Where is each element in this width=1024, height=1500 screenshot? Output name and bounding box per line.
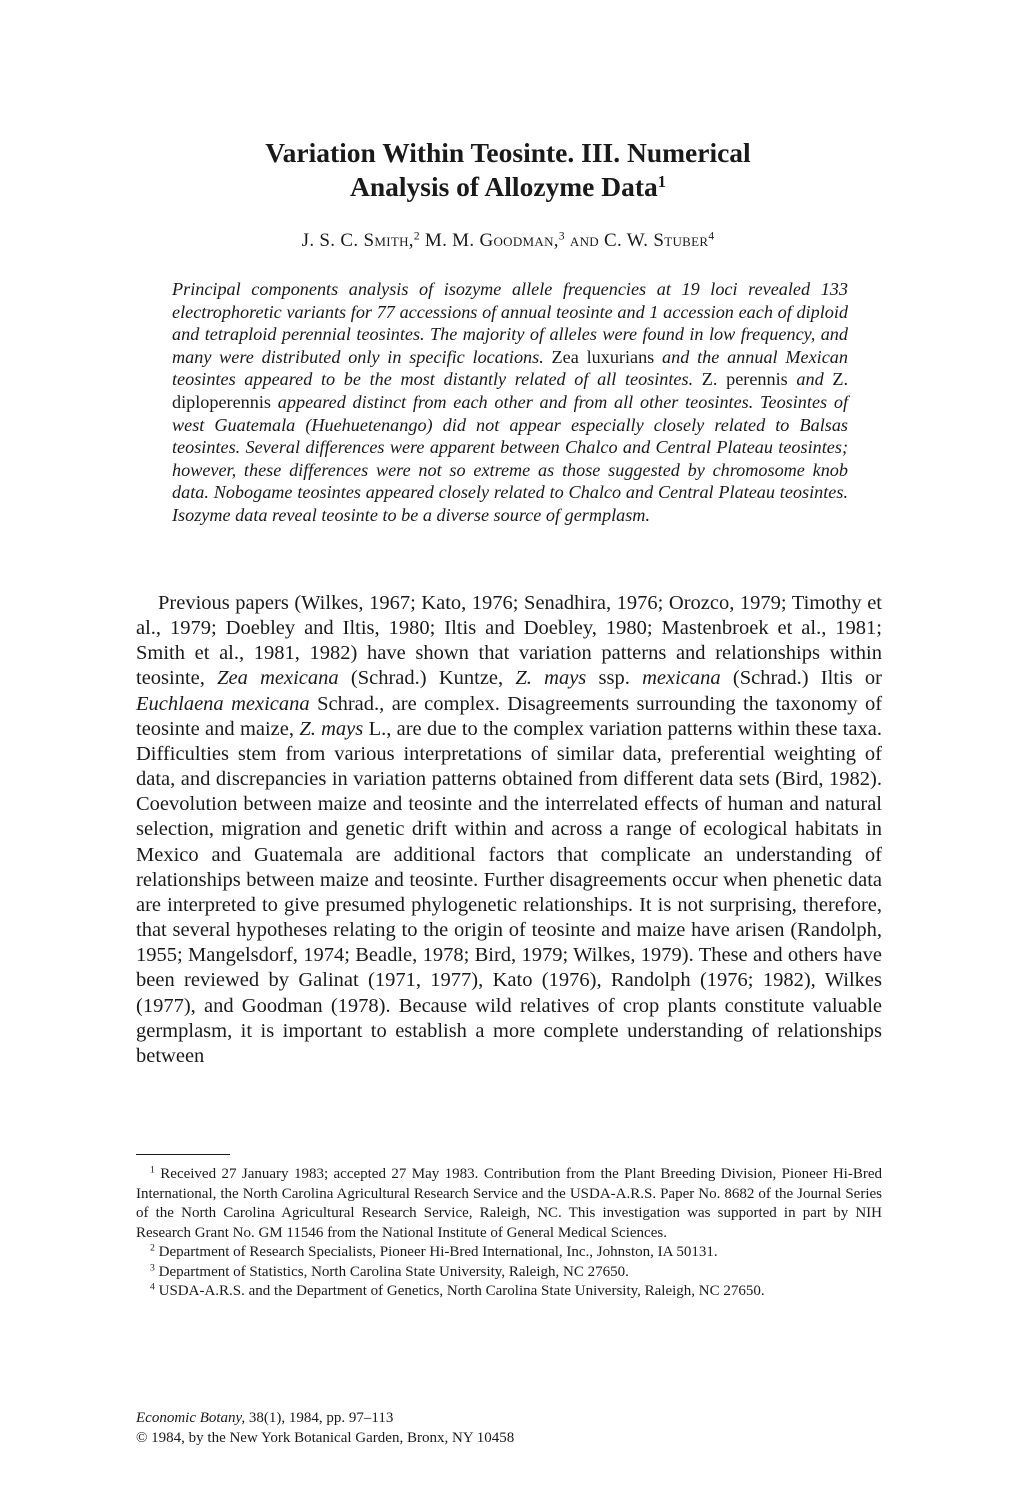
title-line-2-text: Analysis of Allozyme Data bbox=[349, 171, 658, 202]
author-smith: J. S. C. Smith, bbox=[301, 230, 414, 251]
abstract-taxon-zea-luxurians: Zea luxurians bbox=[551, 346, 655, 367]
footnote-divider bbox=[136, 1154, 230, 1155]
footnote-mark: 2 bbox=[150, 1242, 155, 1254]
footnote-text: Department of Statistics, North Carolina State University, Raleigh, NC 27650. bbox=[158, 1263, 629, 1280]
title-line-2 bbox=[136, 170, 880, 204]
abstract-part-5: and bbox=[796, 369, 824, 390]
abstract-taxon-z-diploperennis: Z. diploperennis bbox=[172, 369, 848, 412]
body-text-6: L., are due to the complex variation patterns within these taxa. Difficulties stem from various interpretations of similar data, preferential weighting of data, and discrepancies in variation patterns obtained from different data sets (Bird, 1982). Coevolution between maize and teosinte and the interrelated effects of human and natural selection, migration and genetic drift within and across a range of ecological habitats in Mexico and Guatemala are additional factors that complicate an understanding of relationships between maize and teosinte. Further disagreements occur when phenetic data are interpreted to give presumed phylogenetic relationships. It is not surprising, therefore, that several hypotheses relating to the origin of teosinte and maize have arisen (Randolph, 1955; Mangelsdorf, 1974; Beadle, 1978; Bird, 1979; Wilkes, 1979). These and others have been reviewed by Galinat (1971, 1977), Kato (1976), Randolph (1976; 1982), Wilkes (1977), and Goodman (1978). Because wild relatives of crop plants constitute valuable germplasm, it is important to establish a more complete understanding of relationships between bbox=[136, 717, 882, 1067]
body-text-1: Previous papers (Wilkes, 1967; Kato, 1976; Senadhira, 1976; Orozco, 1979; Timothy et al., 1979; Doebley and Iltis, 1980; Iltis and Doebley, 1980; Mastenbroek et al., 1981; Smith et al., 1981, 1982) have shown that variation patterns and relationships within teosinte, bbox=[136, 592, 882, 690]
author-goodman: M. M. Goodman, bbox=[424, 230, 559, 251]
footnote-text: Received 27 January 1983; accepted 27 May 1983. Contribution from the Plant Breeding Division, Pioneer Hi-Bred International, the North Carolina Agricultural Research Service and the USDA-A.R.S. Paper No. 8682 of the Journal Series of the North Carolina Agricultural Research Service, Raleigh, NC. This investigation was supported in part by NIH Research Grant No. GM 11546 from the National Institute of General Medical Sciences. bbox=[136, 1166, 883, 1241]
footnote-text: USDA-A.R.S. and the Department of Genetics, North Carolina State University, Raleigh, NC 27650. bbox=[158, 1283, 765, 1299]
footnote-mark: 3 bbox=[150, 1262, 155, 1274]
abstract-part-3: and the annual Mexican teosintes appeared to be the most distantly related of all teosintes. bbox=[172, 346, 848, 390]
body-text-2: (Schrad.) Kuntze, bbox=[350, 667, 504, 690]
body-taxon-2: Z. mays bbox=[515, 667, 587, 690]
body-text-4: (Schrad.) Iltis or bbox=[732, 667, 883, 690]
body-text-3: ssp. bbox=[598, 667, 630, 690]
paper-title bbox=[136, 136, 880, 204]
abstract-taxon-z-perennis: Z. perennis bbox=[701, 369, 788, 390]
footnote-1 bbox=[136, 1165, 882, 1243]
journal-citation: 38(1), 1984, pp. 97–113 bbox=[248, 1410, 394, 1426]
abstract bbox=[172, 278, 848, 527]
author-smith-note: 2 bbox=[413, 230, 420, 243]
body-taxon-5: Z. mays bbox=[299, 717, 364, 740]
body-paragraph bbox=[136, 591, 882, 1069]
author-stuber-note: 4 bbox=[708, 230, 715, 243]
title-footnote-mark: 1 bbox=[657, 171, 667, 191]
author-goodman-note: 3 bbox=[558, 230, 565, 243]
footnote-4 bbox=[136, 1282, 882, 1302]
body-taxon-1: Zea mexicana bbox=[217, 667, 339, 690]
author-conjunction: and bbox=[569, 230, 599, 251]
footnote-text: Department of Research Specialists, Pioneer Hi-Bred International, Inc., Johnston, IA 50131. bbox=[158, 1244, 718, 1260]
abstract-part-7: appeared distinct from each other and from all other teosintes. Teosintes of west Guatemala (Huehuetenango) did not appear especially closely related to Balsas teosintes. Several differences were apparent between Chalco and Central Plateau teosintes; however, these differences were not so extreme as those suggested by chromosome knob data. Nobogame teosintes appeared closely related to Chalco and Central Plateau teosintes. Isozyme data reveal teosinte to be a diverse source of germplasm. bbox=[172, 391, 848, 525]
journal-citation-line bbox=[136, 1409, 736, 1429]
copyright-line: © 1984, by the New York Botanical Garden, Bronx, NY 10458 bbox=[136, 1429, 515, 1446]
body-taxon-3: mexicana bbox=[642, 667, 721, 690]
title-line-1: Variation Within Teosinte. III. Numerical bbox=[265, 137, 751, 168]
author-list bbox=[136, 229, 880, 253]
abstract-part-1: Principal components analysis of isozyme allele frequencies at 19 loci revealed 133 electrophoretic variants for 77 accessions of annual teosinte and 1 accession each of diploid and tetraploid perennial teosintes. The majority of alleles were found in low frequency, and many were distributed only in specific locations. bbox=[172, 279, 848, 367]
journal-info bbox=[136, 1409, 736, 1448]
body-taxon-4: Euchlaena mexicana bbox=[136, 692, 310, 715]
author-stuber: C. W. Stuber bbox=[604, 230, 709, 251]
footnote-3 bbox=[136, 1263, 882, 1283]
footnotes bbox=[136, 1165, 882, 1302]
journal-name: Economic Botany, bbox=[136, 1410, 246, 1426]
footnote-2 bbox=[136, 1243, 882, 1263]
body-text-5: Schrad., are complex. Disagreements surrounding the taxonomy of teosinte and maize, bbox=[136, 692, 883, 740]
footnote-mark: 1 bbox=[150, 1164, 155, 1176]
footnote-mark: 4 bbox=[150, 1281, 155, 1293]
